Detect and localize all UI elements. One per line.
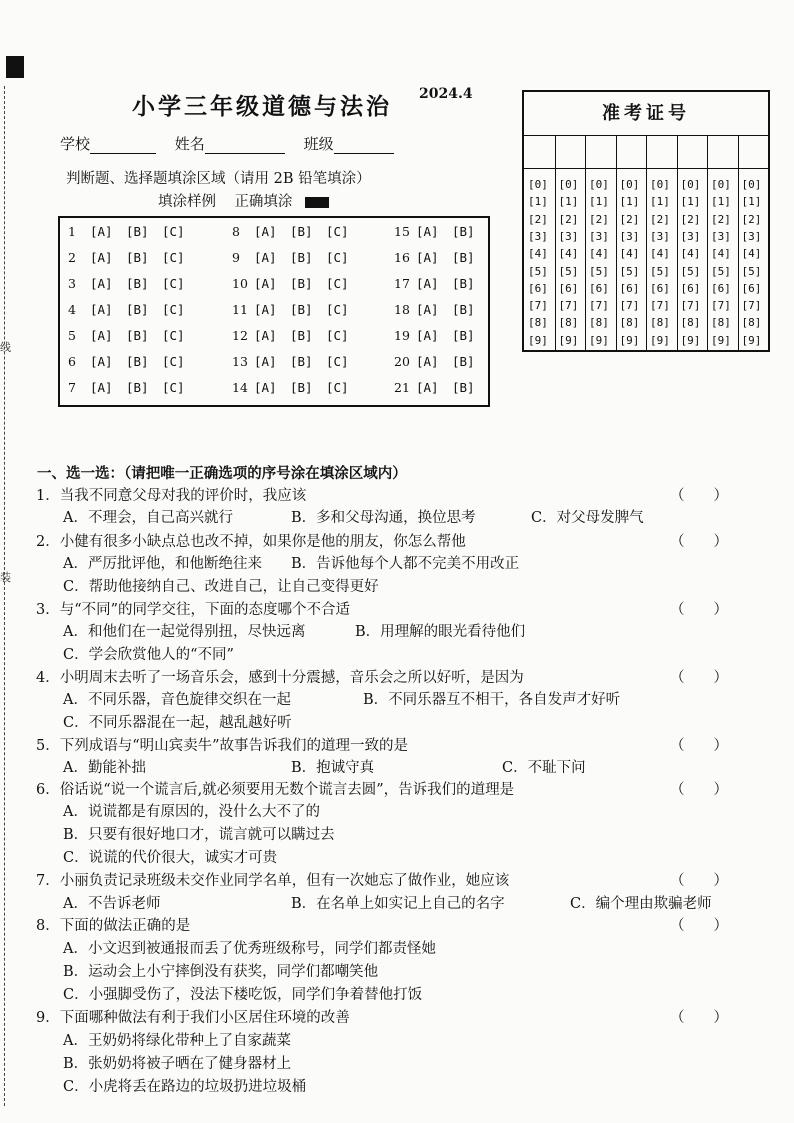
correct-fill-label: 正确填涂	[234, 194, 293, 210]
admission-digit-bubble[interactable]: [8]	[680, 316, 701, 330]
admission-digit-bubble[interactable]: [1]	[741, 195, 762, 209]
answer-number: 13	[232, 354, 248, 369]
admission-digit-bubble[interactable]: [1]	[680, 195, 701, 209]
answer-row-2	[68, 250, 198, 270]
admission-digit-bubble[interactable]: [7]	[558, 299, 579, 313]
answer-number: 20	[394, 354, 410, 369]
admission-digit-bubble[interactable]: [4]	[558, 247, 579, 261]
answer-number: 16	[394, 250, 410, 265]
admission-digit-bubble[interactable]: [9]	[711, 333, 731, 347]
fill-sample-label: 填涂样例	[158, 194, 216, 210]
question-6-option: A．说谎都是有原因的，没什么大不了的	[63, 804, 320, 820]
question-6-option: C．说谎的代价很大，诚实才可贵	[63, 850, 278, 866]
answer-bubble[interactable]: [A]	[416, 276, 439, 291]
question-5-option: A．勤能补拙	[63, 760, 146, 776]
admission-number-box	[522, 90, 770, 352]
answer-bubble[interactable]: [C]	[162, 224, 185, 239]
admission-digit-bubble[interactable]: [3]	[650, 229, 670, 243]
answer-bubble[interactable]: [C]	[162, 250, 185, 265]
admission-digit-bubble[interactable]: [7]	[589, 299, 609, 313]
question-1-option: B．多和父母沟通，换位思考	[291, 510, 476, 526]
admission-digit-bubble[interactable]: [7]	[741, 299, 762, 313]
admission-digit-bubble[interactable]: [9]	[650, 333, 670, 347]
answer-bubble[interactable]: [B]	[290, 354, 313, 369]
admission-digit-bubble[interactable]: [4]	[650, 247, 670, 261]
question-3-option: A．和他们在一起觉得别扭，尽快远离	[63, 624, 306, 640]
answer-number: 8	[232, 224, 240, 239]
question-5-answer-blank[interactable]: （ ）	[670, 738, 728, 754]
question-7-answer-blank[interactable]: （ ）	[670, 873, 728, 889]
answer-bubble[interactable]: [C]	[162, 302, 185, 317]
answer-row-16	[394, 250, 488, 270]
admission-digit-bubble[interactable]: [9]	[589, 333, 609, 347]
answer-number: 4	[68, 302, 76, 317]
admission-digit-bubble[interactable]: [6]	[680, 281, 701, 295]
question-4-option: C．不同乐器混在一起，越乱越好听	[63, 715, 292, 731]
admission-column-divider	[555, 135, 556, 350]
admission-digit-bubble[interactable]: [5]	[741, 264, 762, 278]
admission-digit-bubble[interactable]: [9]	[619, 333, 640, 347]
binding-label-line: 线	[0, 341, 11, 354]
admission-digit-bubble[interactable]: [8]	[711, 316, 731, 330]
admission-digit-bubble[interactable]: [5]	[650, 264, 670, 278]
answer-bubble[interactable]: [B]	[290, 328, 313, 343]
admission-digit-bubble[interactable]: [2]	[680, 212, 701, 226]
answer-bubble[interactable]: [B]	[452, 302, 475, 317]
admission-digit-bubble[interactable]: [3]	[711, 229, 731, 243]
exam-date: 2024.4	[419, 86, 473, 102]
question-8-option: A．小文迟到被通报而丢了优秀班级称号，同学们都责怪她	[63, 941, 436, 957]
admission-digit-bubble[interactable]: [2]	[711, 212, 731, 226]
answer-bubble[interactable]: [B]	[290, 302, 313, 317]
answer-bubble[interactable]: [A]	[90, 224, 113, 239]
question-7-option: B．在名单上如实记上自己的名字	[291, 896, 505, 912]
section-title: 一、选一选：（请把唯一正确选项的序号涂在填涂区域内）	[37, 465, 407, 482]
question-9-answer-blank[interactable]: （ ）	[670, 1010, 728, 1026]
answer-bubble[interactable]: [B]	[126, 250, 149, 265]
answer-number: 7	[68, 380, 76, 395]
answer-bubble[interactable]: [C]	[326, 250, 349, 265]
answer-number: 10	[232, 276, 248, 291]
answer-bubble[interactable]: [C]	[326, 380, 349, 395]
answer-bubble[interactable]: [A]	[90, 276, 113, 291]
admission-column-divider	[707, 135, 708, 350]
school-field[interactable]	[90, 139, 156, 154]
admission-column-divider	[585, 135, 586, 350]
admission-digit-bubble[interactable]: [6]	[711, 281, 731, 295]
answer-row-4	[68, 302, 198, 322]
answer-row-13	[232, 354, 362, 374]
question-5-stem: 5．下列成语与“明山宾卖牛”故事告诉我们的道理一致的是	[36, 738, 409, 754]
question-6-answer-blank[interactable]: （ ）	[670, 782, 728, 798]
answer-bubble[interactable]: [A]	[254, 328, 277, 343]
question-2-option: A．严厉批评他，和他断绝往来	[63, 556, 262, 572]
admission-column-divider	[646, 135, 647, 350]
admission-number-title: 准考证号	[524, 92, 768, 136]
answer-bubble[interactable]: [A]	[416, 224, 439, 239]
answer-bubble[interactable]: [A]	[254, 224, 277, 239]
admission-digit-bubble[interactable]: [3]	[680, 229, 701, 243]
answer-bubble[interactable]: [B]	[126, 328, 149, 343]
answer-bubble[interactable]: [A]	[90, 328, 113, 343]
answer-row-9	[232, 250, 362, 270]
answer-bubble[interactable]: [B]	[290, 276, 313, 291]
answer-row-21	[394, 380, 488, 400]
answer-bubble[interactable]: [A]	[416, 354, 439, 369]
admission-digit-bubble[interactable]: [0]	[650, 178, 670, 191]
admission-digit-bubble[interactable]: [5]	[558, 264, 579, 278]
admission-digit-bubble[interactable]: [2]	[558, 212, 579, 226]
admission-digit-bubble[interactable]: [8]	[528, 316, 548, 330]
admission-digit-bubble[interactable]: [8]	[741, 316, 762, 330]
admission-digit-bubble[interactable]: [0]	[711, 178, 731, 191]
question-6-stem: 6．俗话说“说一个谎言后,就必须要用无数个谎言去圆”，告诉我们的道理是	[36, 782, 515, 798]
admission-digit-bubble[interactable]: [4]	[680, 247, 701, 261]
answer-bubble[interactable]: [A]	[90, 380, 113, 395]
admission-digit-bubble[interactable]: [9]	[528, 333, 548, 347]
admission-digit-bubble[interactable]: [0]	[528, 178, 548, 191]
correct-fill-example	[305, 197, 329, 208]
answer-bubble[interactable]: [A]	[416, 302, 439, 317]
answer-row-5	[68, 328, 198, 348]
question-9-option: B．张奶奶将被子晒在了健身器材上	[63, 1056, 292, 1072]
answer-bubble[interactable]: [B]	[290, 250, 313, 265]
binding-label-bind: 装	[0, 571, 11, 584]
answer-number: 1	[68, 224, 76, 239]
admission-digit-bubble[interactable]: [4]	[589, 247, 609, 261]
admission-digit-bubble[interactable]: [5]	[619, 264, 640, 278]
answer-bubble[interactable]: [B]	[126, 302, 149, 317]
answer-bubble[interactable]: [A]	[90, 250, 113, 265]
answer-number: 2	[68, 250, 76, 265]
admission-digit-bubble[interactable]: [9]	[741, 333, 762, 347]
admission-digit-bubble[interactable]: [4]	[741, 247, 762, 261]
admission-digit-bubble[interactable]: [9]	[558, 333, 579, 347]
answer-number: 14	[232, 380, 248, 395]
question-3-answer-blank[interactable]: （ ）	[670, 602, 728, 618]
binding-line	[4, 86, 5, 1106]
admission-digit-bubble[interactable]: [8]	[558, 316, 579, 330]
question-2-option: B．告诉他每个人都不完美不用改正	[291, 556, 520, 572]
name-label: 姓名	[174, 135, 205, 153]
admission-digit-bubble[interactable]: [2]	[589, 212, 609, 226]
answer-number: 6	[68, 354, 76, 369]
answer-row-6	[68, 354, 198, 374]
answer-bubble[interactable]: [C]	[326, 276, 349, 291]
answer-number: 12	[232, 328, 248, 343]
answer-bubble[interactable]: [C]	[162, 276, 185, 291]
answer-row-19	[394, 328, 488, 348]
question-4-option: A．不同乐器，音色旋律交织在一起	[63, 692, 291, 708]
question-9-option: A．王奶奶将绿化带种上了自家蔬菜	[63, 1033, 291, 1049]
answer-bubble[interactable]: [B]	[290, 380, 313, 395]
answer-row-7	[68, 380, 198, 400]
admission-digit-bubble[interactable]: [7]	[711, 299, 731, 313]
answer-number: 3	[68, 276, 76, 291]
answer-bubble[interactable]: [B]	[126, 380, 149, 395]
admission-digit-bubble[interactable]: [2]	[741, 212, 762, 226]
answer-number: 11	[232, 302, 248, 317]
answer-bubble[interactable]: [C]	[326, 302, 349, 317]
question-1-stem: 1．当我不同意父母对我的评价时，我应该	[36, 488, 307, 504]
answer-number: 17	[394, 276, 410, 291]
fill-sample-row	[158, 190, 329, 211]
answer-row-17	[394, 276, 488, 296]
answer-row-3	[68, 276, 198, 296]
admission-digit-bubble[interactable]: [5]	[680, 264, 701, 278]
admission-digit-bubble[interactable]: [4]	[528, 247, 548, 261]
admission-digit-bubble[interactable]: [1]	[558, 195, 579, 209]
answer-bubble[interactable]: [A]	[254, 276, 277, 291]
question-5-option: C．不耻下问	[502, 760, 586, 776]
question-2-option: C．帮助他接纳自己、改进自己，让自己变得更好	[63, 579, 379, 595]
answer-bubble[interactable]: [B]	[452, 250, 475, 265]
answer-sheet-grid	[58, 216, 490, 407]
question-1-option: A．不理会，自己高兴就行	[63, 510, 233, 526]
admission-digit-bubble[interactable]: [1]	[619, 195, 640, 209]
admission-digit-bubble[interactable]: [4]	[711, 247, 731, 261]
answer-bubble[interactable]: [C]	[326, 224, 349, 239]
question-8-option: B．运动会上小宁摔倒没有获奖，同学们都嘲笑他	[63, 964, 379, 980]
answer-row-1	[68, 224, 198, 244]
admission-column-divider	[738, 135, 739, 350]
admission-digit-bubble[interactable]: [6]	[528, 281, 548, 295]
answer-row-14	[232, 380, 362, 400]
admission-digit-bubble[interactable]: [3]	[528, 229, 548, 243]
admission-digit-bubble[interactable]: [2]	[528, 212, 548, 226]
answer-number: 9	[232, 250, 240, 265]
admission-digit-bubble[interactable]: [5]	[711, 264, 731, 278]
answer-bubble[interactable]: [C]	[162, 328, 185, 343]
answer-bubble[interactable]: [B]	[452, 224, 475, 239]
answer-bubble[interactable]: [A]	[90, 354, 113, 369]
question-5-option: B．抱诚守真	[291, 760, 375, 776]
answer-bubble[interactable]: [C]	[162, 354, 185, 369]
answer-number: 15	[394, 224, 410, 239]
student-info-row	[60, 133, 408, 154]
admission-digit-bubble[interactable]: [6]	[558, 281, 579, 295]
admission-digit-bubble[interactable]: [5]	[528, 264, 548, 278]
question-1-answer-blank[interactable]: （ ）	[670, 488, 728, 504]
question-9-stem: 9．下面哪种做法有利于我们小区居住环境的改善	[36, 1010, 350, 1026]
answer-bubble[interactable]: [C]	[326, 328, 349, 343]
answer-row-20	[394, 354, 488, 374]
answer-row-18	[394, 302, 488, 322]
admission-digit-bubble[interactable]: [7]	[680, 299, 701, 313]
admission-digit-bubble[interactable]: [3]	[619, 229, 640, 243]
answer-bubble[interactable]: [C]	[326, 354, 349, 369]
question-6-option: B．只要有很好地口才，谎言就可以瞒过去	[63, 827, 335, 843]
admission-digit-bubble[interactable]: [3]	[741, 229, 762, 243]
admission-digit-bubble[interactable]: [0]	[680, 178, 701, 191]
answer-row-8	[232, 224, 362, 244]
question-4-stem: 4．小明周末去听了一场音乐会，感到十分震撼，音乐会之所以好听，是因为	[36, 670, 524, 686]
admission-digit-bubble[interactable]: [0]	[558, 178, 579, 191]
registration-mark	[6, 56, 24, 78]
question-7-stem: 7．小丽负责记录班级未交作业同学名单，但有一次她忘了做作业，她应该	[36, 873, 510, 889]
answer-bubble[interactable]: [B]	[452, 354, 475, 369]
admission-digit-bubble[interactable]: [3]	[589, 229, 609, 243]
admission-digit-bubble[interactable]: [6]	[650, 281, 670, 295]
admission-digit-bubble[interactable]: [3]	[558, 229, 579, 243]
answer-bubble[interactable]: [A]	[254, 250, 277, 265]
question-1-option: C．对父母发脾气	[531, 510, 644, 526]
admission-digit-bubble[interactable]: [6]	[589, 281, 609, 295]
answer-bubble[interactable]: [B]	[126, 224, 149, 239]
answer-bubble[interactable]: [B]	[126, 276, 149, 291]
question-4-answer-blank[interactable]: （ ）	[670, 670, 728, 686]
class-label: 班级	[303, 135, 334, 153]
answer-number: 19	[394, 328, 410, 343]
admission-digit-bubble[interactable]: [8]	[650, 316, 670, 330]
admission-digit-bubble[interactable]: [2]	[619, 212, 640, 226]
class-field[interactable]	[334, 139, 394, 154]
answer-bubble[interactable]: [A]	[254, 302, 277, 317]
admission-digit-bubble[interactable]: [0]	[589, 178, 609, 191]
answer-row-15	[394, 224, 488, 244]
admission-digit-bubble[interactable]: [1]	[711, 195, 731, 209]
question-7-option: A．不告诉老师	[63, 896, 161, 912]
admission-digit-bubble[interactable]: [9]	[680, 333, 701, 347]
answer-row-11	[232, 302, 362, 322]
answer-row-12	[232, 328, 362, 348]
admission-digit-bubble[interactable]: [4]	[619, 247, 640, 261]
exam-title: 小学三年级道德与法治	[132, 93, 392, 120]
admission-digit-bubble[interactable]: [2]	[650, 212, 670, 226]
admission-digit-bubble[interactable]: [7]	[528, 299, 548, 313]
question-8-stem: 8．下面的做法正确的是	[36, 918, 191, 934]
question-8-option: C．小强脚受伤了，没法下楼吃饭，同学们争着替他打饭	[63, 987, 423, 1003]
answer-bubble[interactable]: [A]	[416, 380, 439, 395]
admission-digit-bubble[interactable]: [7]	[650, 299, 670, 313]
admission-digit-bubble[interactable]: [5]	[589, 264, 609, 278]
admission-digit-bubble[interactable]: [8]	[589, 316, 609, 330]
question-3-option: C．学会欣赏他人的“不同”	[63, 647, 234, 663]
answer-bubble[interactable]: [A]	[90, 302, 113, 317]
answer-bubble[interactable]: [A]	[254, 380, 277, 395]
answer-row-10	[232, 276, 362, 296]
admission-digit-bubble[interactable]: [7]	[619, 299, 640, 313]
question-7-option: C．编个理由欺骗老师	[570, 896, 712, 912]
answer-bubble[interactable]: [A]	[416, 328, 439, 343]
question-3-stem: 3．与“不同”的同学交往，下面的态度哪个不合适	[36, 602, 351, 618]
question-2-stem: 2．小健有很多小缺点总也改不掉，如果你是他的朋友，你怎么帮他	[36, 534, 466, 550]
answer-bubble[interactable]: [A]	[416, 250, 439, 265]
school-label: 学校	[60, 135, 91, 153]
answer-bubble[interactable]: [B]	[126, 354, 149, 369]
admission-column-divider	[677, 135, 678, 350]
admission-digit-bubble[interactable]: [1]	[589, 195, 609, 209]
fill-area-title: 判断题、选择题填涂区域（请用 2B 铅笔填涂）	[66, 171, 371, 187]
answer-number: 18	[394, 302, 410, 317]
question-8-answer-blank[interactable]: （ ）	[670, 918, 728, 934]
answer-bubble[interactable]: [B]	[290, 224, 313, 239]
answer-number: 5	[68, 328, 76, 343]
admission-digit-bubble[interactable]: [0]	[741, 178, 762, 191]
answer-bubble[interactable]: [C]	[162, 380, 185, 395]
answer-bubble[interactable]: [B]	[452, 276, 475, 291]
answer-bubble[interactable]: [B]	[452, 380, 475, 395]
admission-digit-bubble[interactable]: [8]	[619, 316, 640, 330]
name-field[interactable]	[205, 139, 285, 154]
admission-digit-bubble[interactable]: [6]	[741, 281, 762, 295]
question-2-answer-blank[interactable]: （ ）	[670, 534, 728, 550]
answer-bubble[interactable]: [A]	[254, 354, 277, 369]
answer-number: 21	[394, 380, 410, 395]
question-9-option: C．小虎将丢在路边的垃圾扔进垃圾桶	[63, 1079, 307, 1095]
question-3-option: B．用理解的眼光看待他们	[355, 624, 526, 640]
admission-digit-bubble[interactable]: [1]	[528, 195, 548, 209]
admission-digit-bubble[interactable]: [0]	[619, 178, 640, 191]
admission-digit-bubble[interactable]: [1]	[650, 195, 670, 209]
admission-digit-bubble[interactable]: [6]	[619, 281, 640, 295]
answer-bubble[interactable]: [B]	[452, 328, 475, 343]
admission-column-divider	[616, 135, 617, 350]
question-4-option: B．不同乐器互不相干，各自发声才好听	[363, 692, 621, 708]
